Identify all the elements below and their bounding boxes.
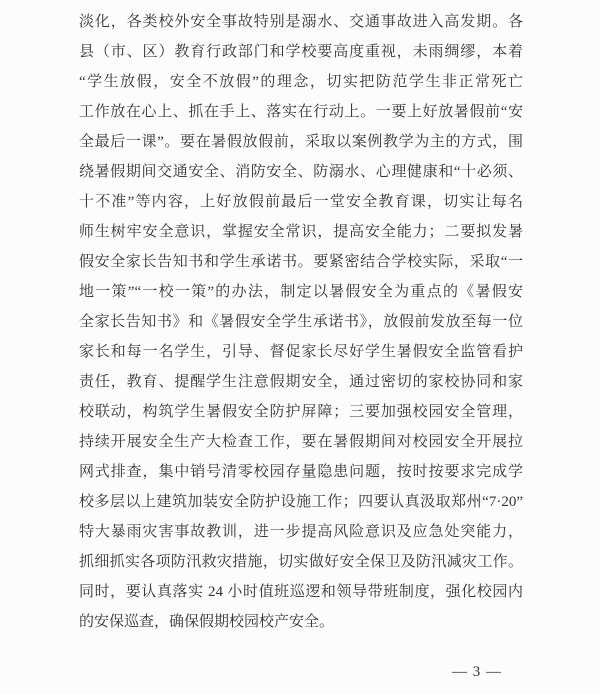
text-line: 校联动，构筑学生暑假安全防护屏障；三要加强校园安全管理， [79, 404, 523, 420]
text-line: 师生树牢安全意识，掌握安全常识，提高安全能力；二要拟发暑 [79, 224, 523, 240]
text-line: 责任，教育、提醒学生注意假期安全，通过密切的家校协同和家 [79, 374, 523, 390]
text-line: “学生放假，安全不放假”的理念，切实把防范学生非正常死亡 [79, 74, 523, 90]
text-line: 淡化，各类校外安全事故特别是溺水、交通事故进入高发期。各 [79, 14, 523, 30]
text-line: 绕暑假期间交通安全、消防安全、防溺水、心理健康和“十必须、 [79, 164, 523, 180]
text-line: 全家长告知书》和《暑假安全学生承诺书》，放假前发放至每一位 [79, 314, 523, 330]
text-line: 工作放在心上、抓在手上、落实在行动上。一要上好放暑假前“安 [79, 104, 523, 120]
text-line: 校多层以上建筑加装安全防护设施工作；四要认真汲取郑州“7·20” [79, 494, 523, 510]
text-line: 网式排查，集中销号清零校园存量隐患问题，按时按要求完成学 [79, 464, 523, 480]
text-line: 县（市、区）教育行政部门和学校要高度重视，未雨绸缪，本着 [79, 44, 523, 60]
text-line: 特大暴雨灾害事故教训，进一步提高风险意识及应急处突能力， [79, 524, 523, 540]
text-line: 持续开展安全生产大检查工作，要在暑假期间对校园安全开展拉 [79, 434, 523, 450]
text-line: 抓细抓实各项防汛救灾措施，切实做好安全保卫及防汛减灾工作。 [79, 554, 523, 570]
text-line: 家长和每一名学生，引导、督促家长尽好学生暑假安全监管看护 [79, 344, 523, 360]
text-line: 地一策”“一校一策”的办法，制定以暑假安全为重点的《暑假安 [79, 284, 523, 300]
text-line: 的安保巡查，确保假期校园校产安全。 [79, 614, 335, 630]
text-line: 全最后一课”。要在暑假放假前，采取以案例教学为主的方式，围 [79, 134, 523, 150]
text-line: 假安全家长告知书和学生承诺书。要紧密结合学校实际，采取“一 [79, 254, 523, 270]
text-line: 同时，要认真落实 24 小时值班巡逻和领导带班制度，强化校园内 [79, 584, 523, 600]
text-line: 十不准”等内容，上好放假前最后一堂安全教育课，切实让每名 [79, 194, 523, 210]
document-body [79, 7, 523, 637]
page-number: — 3 — [452, 664, 502, 680]
